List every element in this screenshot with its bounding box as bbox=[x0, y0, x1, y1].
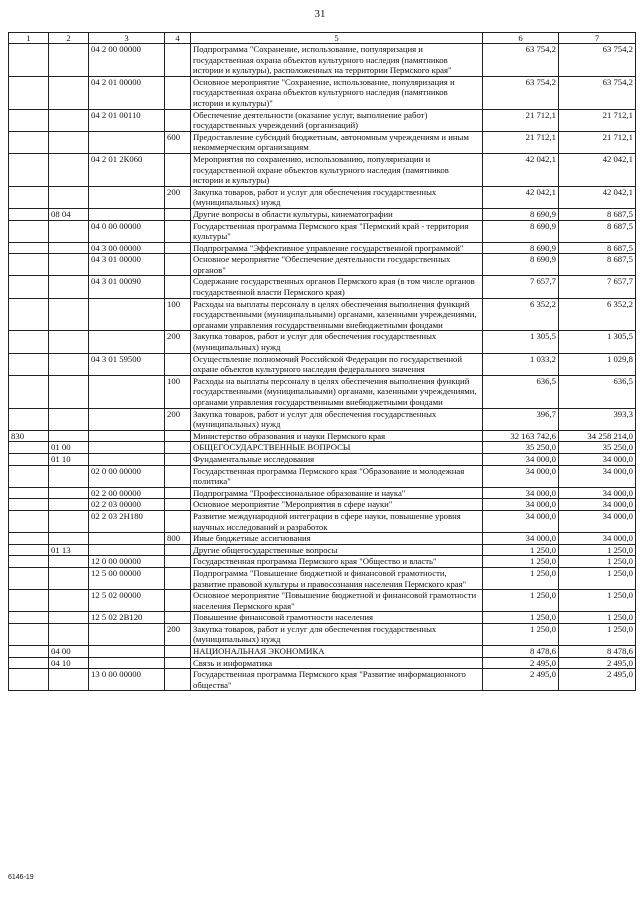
section-code bbox=[49, 612, 89, 624]
column-header: 1 bbox=[9, 33, 49, 44]
amount-col6: 396,7 bbox=[483, 408, 559, 430]
item-name: Повышение финансовой грамотности населения bbox=[191, 612, 483, 624]
table-row bbox=[9, 331, 636, 353]
ministry-code bbox=[9, 453, 49, 465]
item-name: Государственная программа Пермского края "Образование и молодежная политика" bbox=[191, 465, 483, 487]
table-row bbox=[9, 408, 636, 430]
table-row bbox=[9, 430, 636, 442]
table-row bbox=[9, 353, 636, 375]
item-name: Основное мероприятие "Мероприятия в сфере науки" bbox=[191, 499, 483, 511]
expense-type-code bbox=[165, 254, 191, 276]
table-row bbox=[9, 242, 636, 254]
expense-type-code bbox=[165, 646, 191, 658]
target-article-code: 12 0 00 00000 bbox=[89, 556, 165, 568]
ministry-code bbox=[9, 533, 49, 545]
amount-col6: 34 000,0 bbox=[483, 510, 559, 532]
amount-col6: 8 690,9 bbox=[483, 254, 559, 276]
amount-col7: 34 000,0 bbox=[559, 499, 636, 511]
amount-col6: 34 000,0 bbox=[483, 465, 559, 487]
amount-col6: 2 495,0 bbox=[483, 669, 559, 691]
amount-col6: 34 000,0 bbox=[483, 453, 559, 465]
expense-type-code: 200 bbox=[165, 331, 191, 353]
ministry-code bbox=[9, 276, 49, 298]
amount-col6: 7 657,7 bbox=[483, 276, 559, 298]
ministry-code bbox=[9, 487, 49, 499]
ministry-code bbox=[9, 109, 49, 131]
section-code: 01 10 bbox=[49, 453, 89, 465]
item-name: Расходы на выплаты персоналу в целях обеспечения выполнения функций государственными (муниципальными) органами, казенными учреждениями, органами управления государственными внебюджетными фондами bbox=[191, 298, 483, 331]
expense-type-code bbox=[165, 76, 191, 109]
amount-col7: 1 250,0 bbox=[559, 612, 636, 624]
table-row bbox=[9, 510, 636, 532]
page-number: 31 bbox=[314, 8, 326, 20]
section-code bbox=[49, 430, 89, 442]
amount-col7: 21 712,1 bbox=[559, 131, 636, 153]
expense-type-code bbox=[165, 109, 191, 131]
ministry-code bbox=[9, 590, 49, 612]
table-row bbox=[9, 544, 636, 556]
expense-type-code: 200 bbox=[165, 408, 191, 430]
item-name: Расходы на выплаты персоналу в целях обеспечения выполнения функций государственными (муниципальными) органами, казенными учреждениями, органами управления государственными внебюджетными фондами bbox=[191, 375, 483, 408]
ministry-code bbox=[9, 567, 49, 589]
ministry-code bbox=[9, 669, 49, 691]
section-code bbox=[49, 276, 89, 298]
ministry-code bbox=[9, 544, 49, 556]
amount-col7: 8 687,5 bbox=[559, 254, 636, 276]
table-row bbox=[9, 131, 636, 153]
column-header: 4 bbox=[165, 33, 191, 44]
amount-col6: 1 305,5 bbox=[483, 331, 559, 353]
amount-col7: 1 250,0 bbox=[559, 623, 636, 645]
amount-col6: 21 712,1 bbox=[483, 131, 559, 153]
amount-col7: 35 250,0 bbox=[559, 442, 636, 454]
section-code bbox=[49, 331, 89, 353]
section-code bbox=[49, 669, 89, 691]
table-row bbox=[9, 533, 636, 545]
item-name: Связь и информатика bbox=[191, 657, 483, 669]
target-article-code: 02 2 03 2Н180 bbox=[89, 510, 165, 532]
section-code bbox=[49, 153, 89, 186]
amount-col7: 34 000,0 bbox=[559, 533, 636, 545]
amount-col7: 1 250,0 bbox=[559, 590, 636, 612]
amount-col7: 8 478,6 bbox=[559, 646, 636, 658]
amount-col6: 1 250,0 bbox=[483, 544, 559, 556]
table-row bbox=[9, 657, 636, 669]
expense-type-code bbox=[165, 590, 191, 612]
expense-type-code bbox=[165, 153, 191, 186]
section-code: 08 04 bbox=[49, 208, 89, 220]
amount-col7: 1 250,0 bbox=[559, 556, 636, 568]
section-code: 04 10 bbox=[49, 657, 89, 669]
amount-col7: 1 029,8 bbox=[559, 353, 636, 375]
table-row bbox=[9, 669, 636, 691]
target-article-code bbox=[89, 408, 165, 430]
ministry-code bbox=[9, 465, 49, 487]
item-name: Министерство образования и науки Пермского края bbox=[191, 430, 483, 442]
expense-type-code bbox=[165, 510, 191, 532]
section-code bbox=[49, 254, 89, 276]
table-row bbox=[9, 153, 636, 186]
amount-col6: 63 754,2 bbox=[483, 76, 559, 109]
amount-col6: 35 250,0 bbox=[483, 442, 559, 454]
column-header: 2 bbox=[49, 33, 89, 44]
target-article-code: 12 5 02 00000 bbox=[89, 590, 165, 612]
target-article-code: 02 2 00 00000 bbox=[89, 487, 165, 499]
target-article-code: 12 5 00 00000 bbox=[89, 567, 165, 589]
header-row bbox=[9, 33, 636, 44]
expense-type-code bbox=[165, 612, 191, 624]
amount-col6: 1 033,2 bbox=[483, 353, 559, 375]
expense-type-code: 800 bbox=[165, 533, 191, 545]
item-name: Государственная программа Пермского края "Развитие информационного общества" bbox=[191, 669, 483, 691]
section-code: 04 00 bbox=[49, 646, 89, 658]
amount-col7: 63 754,2 bbox=[559, 76, 636, 109]
section-code bbox=[49, 533, 89, 545]
expense-type-code bbox=[165, 657, 191, 669]
section-code bbox=[49, 465, 89, 487]
amount-col7: 6 352,2 bbox=[559, 298, 636, 331]
ministry-code bbox=[9, 612, 49, 624]
target-article-code bbox=[89, 430, 165, 442]
section-code bbox=[49, 242, 89, 254]
column-header: 6 bbox=[483, 33, 559, 44]
expense-type-code bbox=[165, 242, 191, 254]
expense-type-code bbox=[165, 669, 191, 691]
section-code bbox=[49, 353, 89, 375]
amount-col7: 1 250,0 bbox=[559, 544, 636, 556]
amount-col7: 34 000,0 bbox=[559, 510, 636, 532]
amount-col6: 1 250,0 bbox=[483, 556, 559, 568]
amount-col7: 42 042,1 bbox=[559, 186, 636, 208]
amount-col6: 6 352,2 bbox=[483, 298, 559, 331]
item-name: Государственная программа Пермского края "Общество и власть" bbox=[191, 556, 483, 568]
ministry-code bbox=[9, 186, 49, 208]
target-article-code: 04 2 00 00000 bbox=[89, 44, 165, 77]
ministry-code bbox=[9, 298, 49, 331]
section-code bbox=[49, 109, 89, 131]
item-name: Закупка товаров, работ и услуг для обеспечения государственных (муниципальных) нужд bbox=[191, 186, 483, 208]
amount-col6: 1 250,0 bbox=[483, 623, 559, 645]
amount-col6: 8 690,9 bbox=[483, 242, 559, 254]
amount-col6: 8 690,9 bbox=[483, 208, 559, 220]
target-article-code bbox=[89, 208, 165, 220]
item-name: Мероприятия по сохранению, использованию, популяризации и государственной охране объектов культурного наследия (памятников истории и культуры) bbox=[191, 153, 483, 186]
table-row bbox=[9, 298, 636, 331]
table-row bbox=[9, 76, 636, 109]
table-row bbox=[9, 375, 636, 408]
item-name: Содержание государственных органов Пермского края (в том числе органов государственной власти Пермского края) bbox=[191, 276, 483, 298]
expense-type-code bbox=[165, 465, 191, 487]
amount-col7: 8 687,5 bbox=[559, 208, 636, 220]
amount-col6: 34 000,0 bbox=[483, 533, 559, 545]
amount-col7: 8 687,5 bbox=[559, 220, 636, 242]
amount-col6: 21 712,1 bbox=[483, 109, 559, 131]
table-row bbox=[9, 646, 636, 658]
table-row bbox=[9, 487, 636, 499]
expense-type-code: 200 bbox=[165, 186, 191, 208]
amount-col7: 636,5 bbox=[559, 375, 636, 408]
item-name: Другие вопросы в области культуры, кинематографии bbox=[191, 208, 483, 220]
table-row bbox=[9, 186, 636, 208]
table-row bbox=[9, 208, 636, 220]
table-row bbox=[9, 44, 636, 77]
item-name: Предоставление субсидий бюджетным, автономным учреждениям и иным некоммерческим организациям bbox=[191, 131, 483, 153]
target-article-code bbox=[89, 657, 165, 669]
target-article-code bbox=[89, 131, 165, 153]
expense-type-code: 100 bbox=[165, 298, 191, 331]
ministry-code bbox=[9, 353, 49, 375]
expense-type-code bbox=[165, 556, 191, 568]
item-name: Закупка товаров, работ и услуг для обеспечения государственных (муниципальных) нужд bbox=[191, 408, 483, 430]
target-article-code bbox=[89, 331, 165, 353]
table-row bbox=[9, 453, 636, 465]
amount-col6: 636,5 bbox=[483, 375, 559, 408]
table-row bbox=[9, 612, 636, 624]
table-row bbox=[9, 109, 636, 131]
ministry-code bbox=[9, 510, 49, 532]
amount-col6: 63 754,2 bbox=[483, 44, 559, 77]
section-code bbox=[49, 76, 89, 109]
column-header: 5 bbox=[191, 33, 483, 44]
expense-type-code bbox=[165, 499, 191, 511]
amount-col7: 7 657,7 bbox=[559, 276, 636, 298]
ministry-code bbox=[9, 44, 49, 77]
target-article-code: 12 5 02 2В120 bbox=[89, 612, 165, 624]
target-article-code bbox=[89, 375, 165, 408]
table-row bbox=[9, 556, 636, 568]
item-name: Закупка товаров, работ и услуг для обеспечения государственных (муниципальных) нужд bbox=[191, 623, 483, 645]
amount-col6: 1 250,0 bbox=[483, 567, 559, 589]
section-code bbox=[49, 499, 89, 511]
target-article-code: 04 2 01 00000 bbox=[89, 76, 165, 109]
section-code bbox=[49, 556, 89, 568]
item-name: Обеспечение деятельности (оказание услуг, выполнение работ) государственных учреждений (организаций) bbox=[191, 109, 483, 131]
expense-type-code bbox=[165, 220, 191, 242]
expense-type-code bbox=[165, 453, 191, 465]
section-code bbox=[49, 408, 89, 430]
amount-col6: 2 495,0 bbox=[483, 657, 559, 669]
ministry-code bbox=[9, 331, 49, 353]
amount-col7: 34 000,0 bbox=[559, 487, 636, 499]
ministry-code bbox=[9, 442, 49, 454]
amount-col7: 21 712,1 bbox=[559, 109, 636, 131]
ministry-code bbox=[9, 131, 49, 153]
amount-col7: 63 754,2 bbox=[559, 44, 636, 77]
amount-col6: 42 042,1 bbox=[483, 153, 559, 186]
amount-col7: 8 687,5 bbox=[559, 242, 636, 254]
table-row bbox=[9, 623, 636, 645]
section-code bbox=[49, 375, 89, 408]
section-code bbox=[49, 44, 89, 77]
section-code bbox=[49, 298, 89, 331]
table-row bbox=[9, 590, 636, 612]
item-name: Подпрограмма "Профессиональное образование и наука" bbox=[191, 487, 483, 499]
ministry-code bbox=[9, 623, 49, 645]
section-code bbox=[49, 510, 89, 532]
column-header: 3 bbox=[89, 33, 165, 44]
table-row bbox=[9, 276, 636, 298]
section-code bbox=[49, 623, 89, 645]
expense-type-code bbox=[165, 487, 191, 499]
target-article-code bbox=[89, 623, 165, 645]
item-name: Подпрограмма "Сохранение, использование, популяризация и государственная охрана объектов культурного наследия (памятников истории и культуры), расположенных на территории Пермского края" bbox=[191, 44, 483, 77]
target-article-code: 04 3 01 00090 bbox=[89, 276, 165, 298]
table-row bbox=[9, 254, 636, 276]
expense-type-code bbox=[165, 430, 191, 442]
item-name: Закупка товаров, работ и услуг для обеспечения государственных (муниципальных) нужд bbox=[191, 331, 483, 353]
target-article-code: 04 2 01 00110 bbox=[89, 109, 165, 131]
expense-type-code bbox=[165, 276, 191, 298]
section-code: 01 00 bbox=[49, 442, 89, 454]
expense-type-code: 600 bbox=[165, 131, 191, 153]
target-article-code: 04 3 01 00000 bbox=[89, 254, 165, 276]
expense-type-code: 100 bbox=[165, 375, 191, 408]
expense-type-code bbox=[165, 44, 191, 77]
amount-col6: 34 000,0 bbox=[483, 499, 559, 511]
section-code bbox=[49, 590, 89, 612]
ministry-code bbox=[9, 408, 49, 430]
ministry-code bbox=[9, 208, 49, 220]
expense-type-code bbox=[165, 442, 191, 454]
target-article-code: 04 3 00 00000 bbox=[89, 242, 165, 254]
item-name: Государственная программа Пермского края "Пермский край - территория культуры" bbox=[191, 220, 483, 242]
table-row bbox=[9, 567, 636, 589]
section-code: 01 13 bbox=[49, 544, 89, 556]
ministry-code bbox=[9, 499, 49, 511]
item-name: Основное мероприятие "Обеспечение деятельности государственных органов" bbox=[191, 254, 483, 276]
item-name: Иные бюджетные ассигнования bbox=[191, 533, 483, 545]
amount-col6: 1 250,0 bbox=[483, 612, 559, 624]
section-code bbox=[49, 131, 89, 153]
target-article-code bbox=[89, 453, 165, 465]
section-code bbox=[49, 186, 89, 208]
amount-col7: 34 000,0 bbox=[559, 453, 636, 465]
table-row bbox=[9, 442, 636, 454]
ministry-code bbox=[9, 76, 49, 109]
ministry-code bbox=[9, 220, 49, 242]
budget-table bbox=[8, 32, 636, 691]
ministry-code bbox=[9, 153, 49, 186]
target-article-code bbox=[89, 186, 165, 208]
amount-col6: 32 163 742,6 bbox=[483, 430, 559, 442]
amount-col7: 1 250,0 bbox=[559, 567, 636, 589]
amount-col7: 2 495,0 bbox=[559, 669, 636, 691]
section-code bbox=[49, 567, 89, 589]
item-name: Фундаментальные исследования bbox=[191, 453, 483, 465]
item-name: Подпрограмма "Эффективное управление государственной программой" bbox=[191, 242, 483, 254]
amount-col6: 42 042,1 bbox=[483, 186, 559, 208]
ministry-code: 830 bbox=[9, 430, 49, 442]
expense-type-code: 200 bbox=[165, 623, 191, 645]
amount-col6: 34 000,0 bbox=[483, 487, 559, 499]
ministry-code bbox=[9, 375, 49, 408]
item-name: НАЦИОНАЛЬНАЯ ЭКОНОМИКА bbox=[191, 646, 483, 658]
ministry-code bbox=[9, 242, 49, 254]
section-code bbox=[49, 487, 89, 499]
target-article-code bbox=[89, 646, 165, 658]
amount-col6: 8 478,6 bbox=[483, 646, 559, 658]
ministry-code bbox=[9, 646, 49, 658]
amount-col7: 42 042,1 bbox=[559, 153, 636, 186]
target-article-code bbox=[89, 533, 165, 545]
item-name: Основное мероприятие "Повышение бюджетной и финансовой грамотности населения Пермского края" bbox=[191, 590, 483, 612]
amount-col7: 34 258 214,0 bbox=[559, 430, 636, 442]
target-article-code: 02 2 03 00000 bbox=[89, 499, 165, 511]
target-article-code bbox=[89, 298, 165, 331]
item-name: Подпрограмма "Повышение бюджетной и финансовой грамотности, развитие правовой культуры и правосознания населения Пермского края" bbox=[191, 567, 483, 589]
target-article-code: 04 3 01 59500 bbox=[89, 353, 165, 375]
target-article-code bbox=[89, 442, 165, 454]
ministry-code bbox=[9, 254, 49, 276]
target-article-code bbox=[89, 544, 165, 556]
item-name: Развитие международной интеграции в сфере науки, повышение уровня научных исследований и разработок bbox=[191, 510, 483, 532]
item-name: Основное мероприятие "Сохранение, использование, популяризация и государственная охрана объектов культурного наследия (памятников истории и культуры)" bbox=[191, 76, 483, 109]
amount-col7: 393,3 bbox=[559, 408, 636, 430]
expense-type-code bbox=[165, 353, 191, 375]
item-name: Осуществление полномочий Российской Федерации по государственной охране объектов культурного наследия федерального значения bbox=[191, 353, 483, 375]
section-code bbox=[49, 220, 89, 242]
table-row bbox=[9, 220, 636, 242]
column-header: 7 bbox=[559, 33, 636, 44]
item-name: ОБЩЕГОСУДАРСТВЕННЫЕ ВОПРОСЫ bbox=[191, 442, 483, 454]
target-article-code: 13 0 00 00000 bbox=[89, 669, 165, 691]
table-row bbox=[9, 499, 636, 511]
footer-code: 6146-19 bbox=[8, 874, 34, 881]
amount-col6: 1 250,0 bbox=[483, 590, 559, 612]
target-article-code: 04 2 01 2К060 bbox=[89, 153, 165, 186]
amount-col7: 1 305,5 bbox=[559, 331, 636, 353]
target-article-code: 04 0 00 00000 bbox=[89, 220, 165, 242]
item-name: Другие общегосударственные вопросы bbox=[191, 544, 483, 556]
amount-col7: 2 495,0 bbox=[559, 657, 636, 669]
ministry-code bbox=[9, 657, 49, 669]
table-body bbox=[9, 44, 636, 691]
target-article-code: 02 0 00 00000 bbox=[89, 465, 165, 487]
table-row bbox=[9, 465, 636, 487]
amount-col6: 8 690,9 bbox=[483, 220, 559, 242]
expense-type-code bbox=[165, 208, 191, 220]
ministry-code bbox=[9, 556, 49, 568]
expense-type-code bbox=[165, 544, 191, 556]
amount-col7: 34 000,0 bbox=[559, 465, 636, 487]
expense-type-code bbox=[165, 567, 191, 589]
